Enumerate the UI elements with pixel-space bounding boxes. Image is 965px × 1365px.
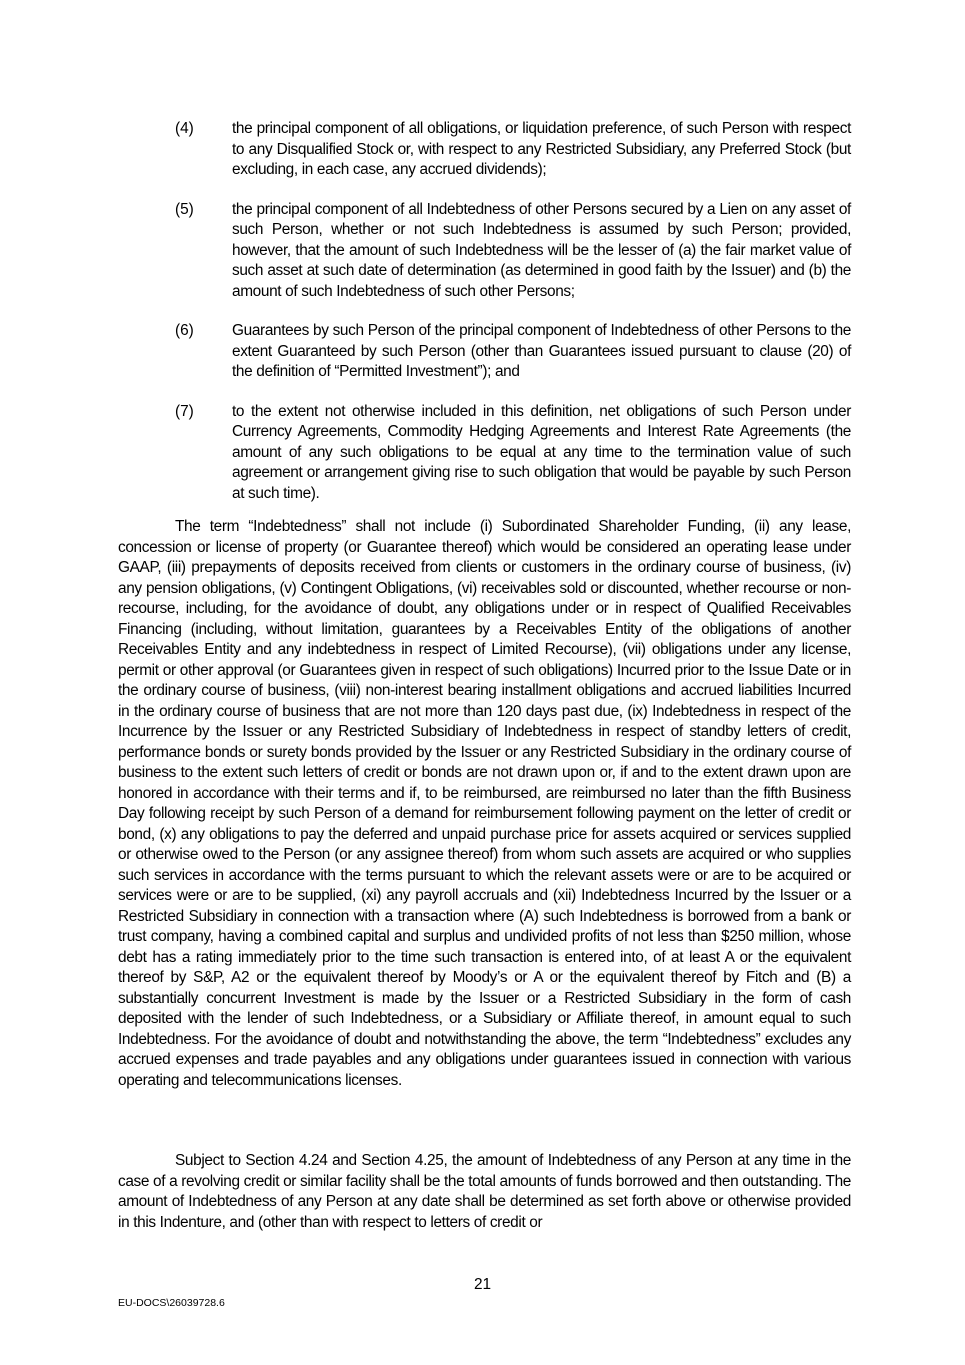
list-item-text: the principal component of all obligations, or liquidation preference, of such Person with respect to any Disqualified Stock or, with respect to any Restricted Subsidiary, any Preferred Stock (but excluding, in each case, any accrued dividends); xyxy=(232,120,851,178)
list-item-text: to the extent not otherwise included in this definition, net obligations of such Person under Currency Agreements, Commodity Hedging Agreements and Interest Rate Agreements (the amount of any such obligations to be equal at any time to the termination value of such agreement or arrangement giving rise to such obligation that would be payable by such Person at such time). xyxy=(232,402,851,502)
list-item xyxy=(175,119,851,181)
list-item-text: Guarantees by such Person of the principal component of Indebtedness of other Persons to the extent Guaranteed by such Person (other than Guarantees issued pursuant to clause (20) of the definition of “Permitted Investment”); and xyxy=(232,322,851,380)
list-item-number: (7) xyxy=(175,402,194,420)
body-paragraph-indebtedness-amount: Subject to Section 4.24 and Section 4.25, the amount of Indebtedness of any Person at any time in the case of a revolving credit or similar facility shall be the total amounts of funds borrowed and then outstanding. The amount of Indebtedness of any Person at any date shall be determined as set forth above or otherwise provided in this Indenture, and (other than with respect to letters of credit or xyxy=(118,1152,852,1231)
document-id: EU-DOCS\26039728.6 xyxy=(118,1297,225,1309)
list-item xyxy=(175,200,851,303)
list-item-text: the principal component of all Indebtedness of other Persons secured by a Lien on any asset of such Person, whether or not such Indebtedness is assumed by such Person; provided, however, that the amount of such Indebtedness will be the lesser of (a) the fair market value of such asset at such date of determination (as determined in good faith by the Issuer) and (b) the amount of such Indebtedness of such other Persons; xyxy=(232,200,851,300)
definition-clause-list xyxy=(175,119,851,523)
list-item xyxy=(175,321,851,383)
list-item xyxy=(175,402,851,505)
page-number: 21 xyxy=(473,1276,492,1293)
list-item-number: (4) xyxy=(175,120,194,137)
body-paragraph-indebtedness-exclusions: The term “Indebtedness” shall not include (i) Subordinated Shareholder Funding, (ii) any lease, concession or license of property (or Guarantee thereof) which would be considered an operating lease under GAAP, (iii) prepayments of deposits received from clients or customers in the ordinary course of business, (iv) any pension obligations, (v) Contingent Obligations, (vi) receivables sold or discounted, whether recourse or non-recourse, including, for the avoidance of doubt, any obligations under or in respect of Qualified Receivables Financing (including, without limitation, guarantees by a Receivables Entity of the obligations of another Receivables Entity and any indebtedness in respect of Limited Recourse), (vii) obligations under any license, permit or other approval (or Guarantees given in respect of such obligations) Incurred prior to the Issue Date or in the ordinary course of business, (viii) non-interest bearing installment obligations and accrued liabilities Incurred in the ordinary course of business that are not more than 120 days past due, (ix) Indebtedness in respect of the Incurrence by the Issuer or any Restricted Subsidiary of Indebtedness in respect of standby letters of credit, performance bonds or surety bonds provided by the Issuer or any Restricted Subsidiary in the ordinary course of business to the extent such letters of credit or bonds are not drawn upon or, if and to the extent drawn upon are honored in accordance with their terms and if, to be reimbursed, are reimbursed no later than the fifth Business Day following receipt by such Person of a demand for reimbursement following payment on the letter of credit or bond, (x) any obligations to pay the deferred and unpaid purchase price for assets acquired or services supplied or otherwise owed to the Person (or any assignee thereof) from whom such assets are acquired or who supplies such services in accordance with the terms pursuant to which the relevant assets were or are to be acquired or services were or are to be supplied, (xi) any payroll accruals and (xii) Indebtedness Incurred by the Issuer or a Restricted Subsidiary in connection with a transaction where (A) such Indebtedness is borrowed from a bank or trust company, having a combined capital and surplus and undivided profits of not less than $250 million, whose debt has a rating immediately prior to the time such transaction is entered into, of at least A or the equivalent thereof by S&P, A2 or the equivalent thereof by Moody’s or A or the equivalent thereof by Fitch and (B) a substantially concurrent Investment is made by the Issuer or a Restricted Subsidiary in the form of cash deposited with the lender of such Indebtedness, or a Subsidiary or Affiliate thereof, in amount equal to such Indebtedness. For the avoidance of doubt and notwithstanding the above, the term “Indebtedness” excludes any accrued expenses and trade payables and any obligations under guarantees issued in connection with various operating and telecommunications licenses. xyxy=(118,518,851,1089)
list-item-number: (6) xyxy=(175,322,194,339)
list-item-number: (5) xyxy=(175,200,194,218)
